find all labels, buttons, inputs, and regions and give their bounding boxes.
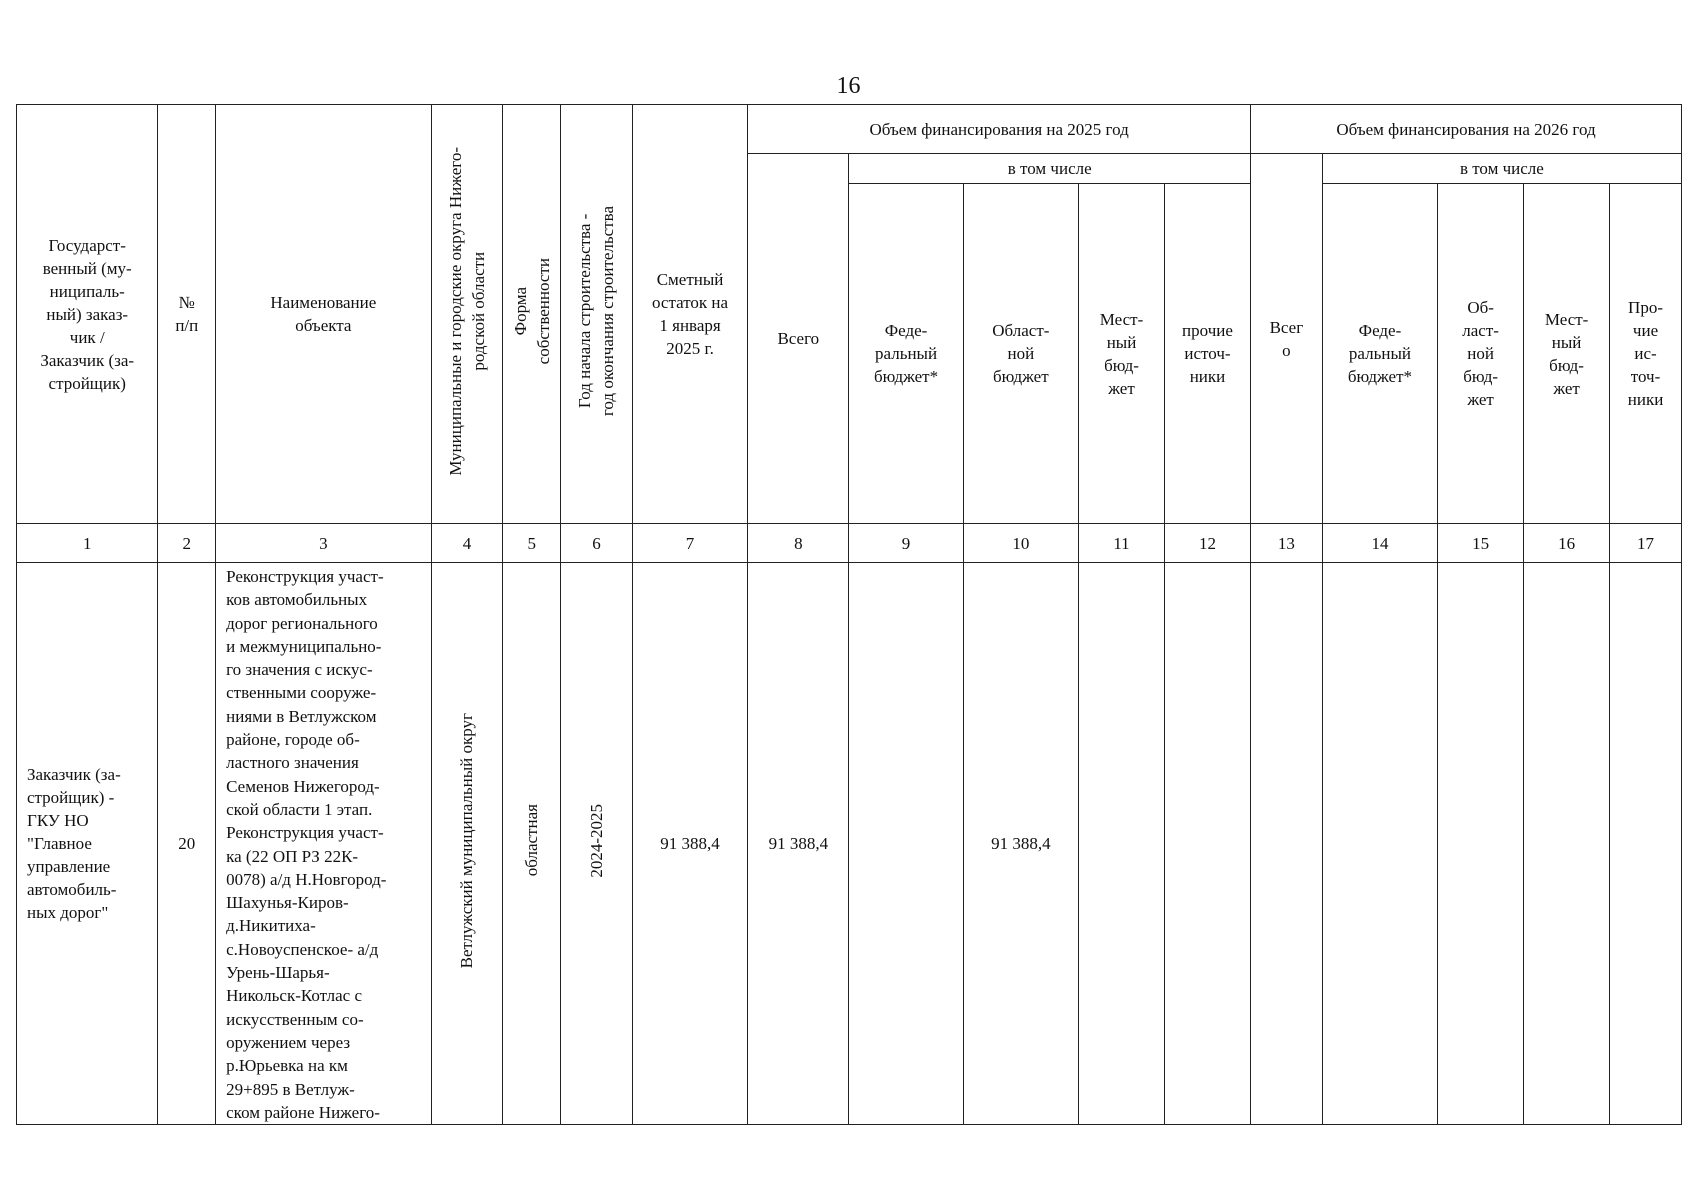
column-number: 11 (1079, 524, 1165, 563)
financing-table (16, 104, 1682, 1125)
header-num: № п/п (158, 105, 216, 524)
column-number: 9 (849, 524, 963, 563)
row-years: 2024-2025 (586, 803, 606, 878)
page-number: 16 (836, 73, 861, 99)
header-fin-2025: Объем финансирования на 2025 год (748, 105, 1251, 154)
row-total-2025: 91 388,4 (748, 563, 849, 1125)
column-number: 8 (748, 524, 849, 563)
column-number: 1 (17, 524, 158, 563)
row-loc-2026 (1524, 563, 1610, 1125)
column-number: 15 (1438, 524, 1524, 563)
header-oth-2026: Про- чие ис- точ- ники (1610, 184, 1682, 524)
column-number: 7 (632, 524, 747, 563)
row-loc-2025 (1079, 563, 1165, 1125)
header-incl-2025: в том числе (849, 154, 1251, 184)
header-municipal-cell (431, 105, 503, 524)
header-row-1 (17, 105, 1682, 154)
header-municipal: Муниципальные и городские округа Нижего- родской области (445, 146, 488, 476)
column-number: 3 (216, 524, 431, 563)
column-number: 5 (503, 524, 561, 563)
header-customer: Государст- венный (му- ниципаль- ный) заказ- чик / Заказчик (за- стройщик) (17, 105, 158, 524)
row-oth-2026 (1610, 563, 1682, 1125)
column-number: 13 (1250, 524, 1322, 563)
row-oth-2025 (1164, 563, 1250, 1125)
column-number: 6 (561, 524, 633, 563)
financing-table-wrapper (16, 104, 1682, 1125)
header-fed-2026: Феде- ральный бюджет* (1322, 184, 1437, 524)
header-years: Год начала строительства - год окончания строительства (575, 205, 618, 417)
table-row (17, 563, 1682, 1125)
column-number-row (17, 524, 1682, 563)
header-loc-2025: Мест- ный бюд- жет (1079, 184, 1165, 524)
header-fin-2026: Объем финансирования на 2026 год (1250, 105, 1681, 154)
row-fed-2026 (1322, 563, 1437, 1125)
header-total-2026: Всег о (1250, 154, 1322, 524)
header-ownership: Форма собственности (510, 257, 553, 365)
header-years-cell (561, 105, 633, 524)
row-estimate: 91 388,4 (632, 563, 747, 1125)
column-number: 2 (158, 524, 216, 563)
row-ownership: областная (522, 804, 542, 877)
column-number: 16 (1524, 524, 1610, 563)
row-municipal: Ветлужский муниципальный округ (457, 712, 477, 969)
header-ownership-cell (503, 105, 561, 524)
column-number: 4 (431, 524, 503, 563)
row-years-cell (561, 563, 633, 1125)
column-number: 10 (963, 524, 1078, 563)
column-number: 12 (1164, 524, 1250, 563)
row-num: 20 (158, 563, 216, 1125)
row-reg-2025: 91 388,4 (963, 563, 1078, 1125)
row-total-2026 (1250, 563, 1322, 1125)
column-number: 17 (1610, 524, 1682, 563)
row-fed-2025 (849, 563, 963, 1125)
row-municipal-cell (431, 563, 503, 1125)
header-object-name: Наименование объекта (216, 105, 431, 524)
row-customer: Заказчик (за- стройщик) - ГКУ НО "Главное управление автомобиль- ных дорог" (17, 563, 158, 1125)
header-incl-2026: в том числе (1322, 154, 1681, 184)
header-reg-2025: Област- ной бюджет (963, 184, 1078, 524)
header-loc-2026: Мест- ный бюд- жет (1524, 184, 1610, 524)
row-reg-2026 (1438, 563, 1524, 1125)
column-number: 14 (1322, 524, 1437, 563)
row-object-name: Реконструкция участ- ков автомобильных дорог регионального и межмуниципально- го значения с искус- ственными сооруже- ниями в Ветлужском районе, городе об- ластного значения Семенов Нижегород- ской области 1 этап. Реконструкция участ- ка (22 ОП РЗ 22К- 0078) а/д Н.Новгород- Шахунья-Киров- д.Никитиха- с.Новоуспенское- а/д Урень-Шарья- Никольск-Котлас с искусственным со- оружением через р.Юрьевка на км 29+895 в Ветлуж- ском районе Нижего- (216, 563, 431, 1125)
row-ownership-cell (503, 563, 561, 1125)
header-total-2025: Всего (748, 154, 849, 524)
header-oth-2025: прочие источ- ники (1164, 184, 1250, 524)
header-reg-2026: Об- ласт- ной бюд- жет (1438, 184, 1524, 524)
header-fed-2025: Феде- ральный бюджет* (849, 184, 963, 524)
header-estimate: Сметный остаток на 1 января 2025 г. (632, 105, 747, 524)
